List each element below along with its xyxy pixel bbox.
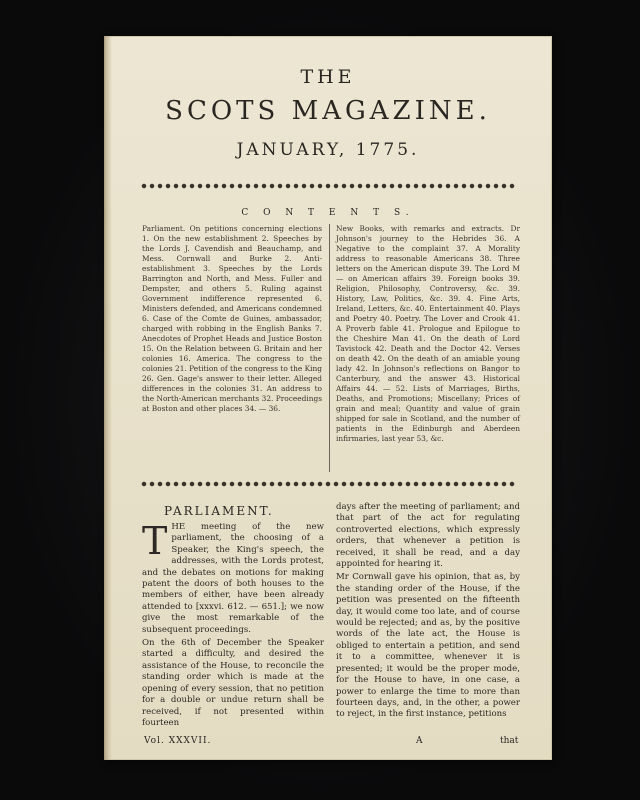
contents-heading: C O N T E N T S. (241, 208, 415, 218)
article-heading: PARLIAMENT. (164, 504, 274, 518)
volume-number: Vol. XXXVII. (144, 736, 212, 746)
article-paragraph: days after the meeting of parliament; and that part of the act for regulating controverted elections, which expressly orders, that whenever a petition is received, it shall be read, and a day appointed for hearing it. (336, 502, 520, 570)
column-divider (329, 224, 330, 472)
ornament-rule-top (140, 182, 516, 190)
magazine-page (104, 36, 552, 760)
article-left-column (142, 519, 324, 731)
contents-left-column: Parliament. On petitions concerning elections 1. On the new establishment 2. Speeches by the Lords J. Cavendish and Beauchamp, and Mess. Cornwall and Burke 2. Anti-establishment 3. Speeches by the Lords Barrington and North, and Mess. Fuller and Dempster, and others 5. Ruling against Government indifference represented 6. Ministers defended, and Americans condemned 6. Case of the Comte de Guines, ambassador, charged with robbing in the English Banks 7. Anecdotes of Prophet Heads and Justice Boston 15. On the Relation between G. Britain and her colonies 16. America. The congress to the colonies 21. Petition of the congress to the King 26. Gen. Gage's answer to their letter. Alleged differences in the colonies 31. An address to the North-American merchants 32. Proceedings at Boston and other places 34. — 36. (142, 224, 322, 413)
contents-right-column: New Books, with remarks and extracts. Dr Johnson's journey to the Hebrides 36. A Negative to the complaint 37. A Morality address to reasonable Americans 38. Three letters on the American dispute 39. The Lord M— on American affairs 39. Foreign books 39. Religion, Philosophy, Controversy, &c. 39. History, Law, Politics, &c. 39. 4. Fine Arts, Ireland, Letters, &c. 40. Entertainment 40. Plays and Poetry 40. Poetry. The Lover and Crook 41. A Proverb fable 41. Prologue and Epilogue to the Cheshire Man 41. On the death of Lord Tavistock 42. Death and the Doctor 42. Verses on death 42. On the death of an amiable young lady 42. In Johnson's reflections on Bangor to Canterbury, and the answer 43. Historical Affairs 44. — 52. Lists of Marriages, Births, Deaths, and Promotions; Miscellany; Prices of grain and meal; Quantity and value of grain shipped for sale in Scotland, and the number of patients in the Edinburgh and Aberdeen infirmaries, last year 53, &c. (336, 224, 520, 443)
article-paragraph: On the 6th of December the Speaker started a difficulty, and desired the assistance of the House, to reconcile the standing order which is made at the opening of every session, that no petition for a double or undue return shall be received, if not presented within fourteen (142, 638, 324, 728)
title-prefix: THE (300, 66, 356, 88)
article-paragraph: HE meeting of the new parliament, the choosing of a Speaker, the King's speech, the addresses, with the Lords protest, and the debates on motions for making patent the doors of both houses to the members of either, have been already attended to [xxxvi. 612. — 651.]; we now give the most remarkable of the subsequent proceedings. (142, 522, 324, 635)
signature-mark: A (416, 736, 423, 746)
issue-date: JANUARY, 1775. (236, 140, 420, 160)
magazine-title: SCOTS MAGAZINE. (165, 96, 491, 126)
drop-cap: T (142, 519, 168, 563)
catchword: that (500, 736, 519, 746)
article-paragraph: Mr Cornwall gave his opinion, that as, by the standing order of the House, if the petition was presented on the fifteenth day, it would come too late, and of course would be rejected; and as, by the positive words of the late act, the House is obliged to entertain a petition, and send it to a committee, whenever it is presented; it would be the proper mode, for the House to have, in one case, a power to enlarge the time to more than fourteen days, and, in the other, a power to reject, in the first instance, petitions (336, 572, 520, 720)
article-right-column (336, 502, 520, 723)
ornament-rule-bottom (140, 480, 516, 488)
